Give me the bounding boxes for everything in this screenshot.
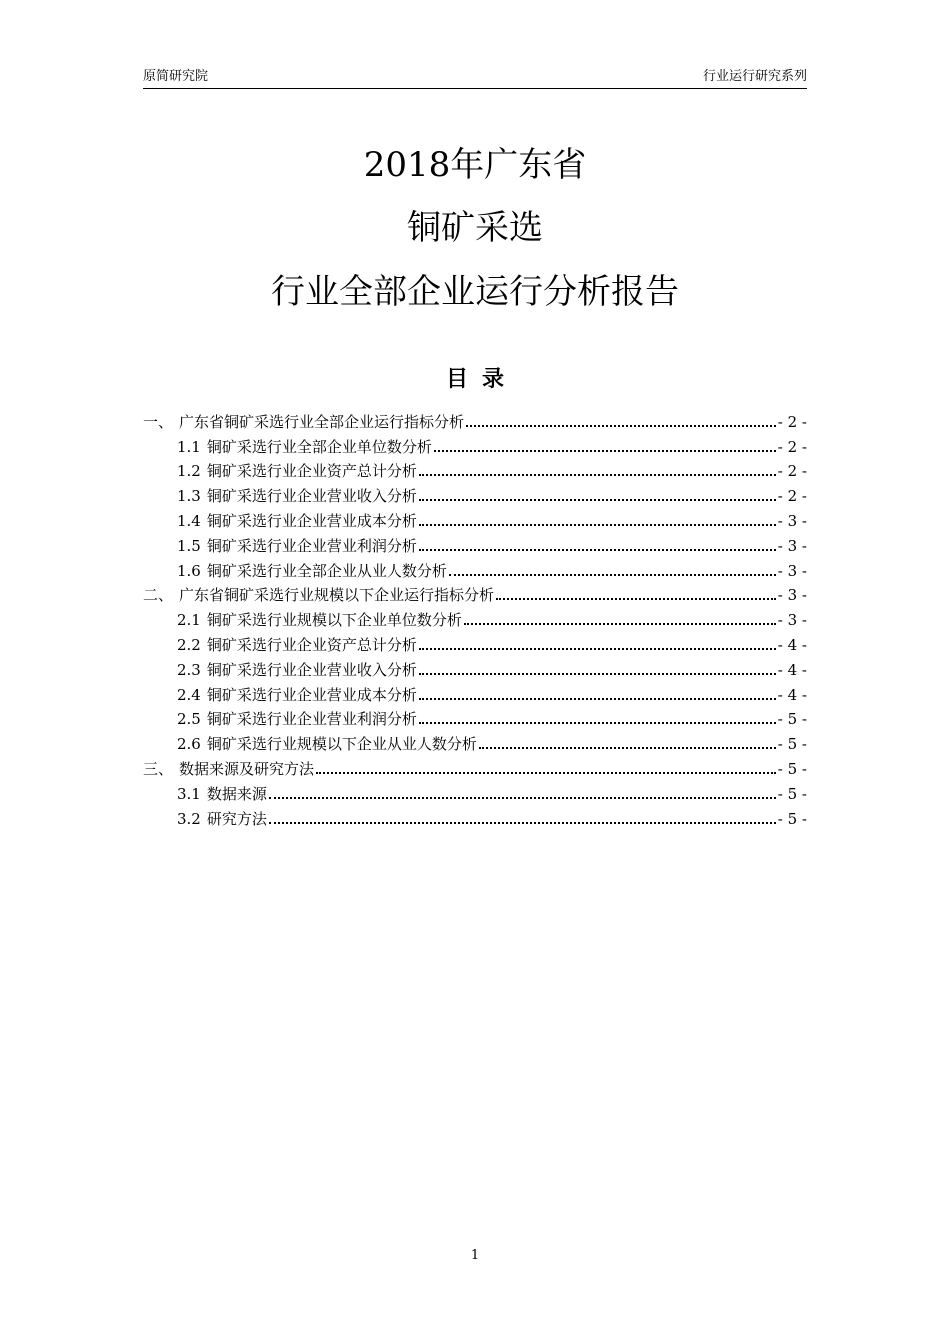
toc-entry-page: - 3 - (777, 511, 807, 530)
toc-entry-page: - 5 - (777, 784, 807, 803)
title-line-1: 2018年广东省 (363, 145, 587, 185)
toc-entry[interactable] (143, 581, 807, 606)
toc-entry-label: 铜矿采选行业企业资产总计分析 (206, 635, 417, 654)
toc-entry-page: - 2 - (777, 487, 807, 506)
toc-entry-number: 2.5 (177, 710, 201, 729)
toc-entry[interactable] (143, 407, 807, 432)
toc-dot-leader (419, 524, 776, 526)
toc-entry-label: 广东省铜矿采选行业全部企业运行指标分析 (179, 412, 465, 431)
toc-entry-page: - 2 - (777, 437, 807, 456)
toc-dot-leader (419, 673, 776, 675)
toc-entry-page: - 2 - (777, 462, 807, 481)
toc-entry-number: 2.6 (177, 735, 201, 754)
toc-entry-page: - 5 - (777, 735, 807, 754)
toc-entry-label: 铜矿采选行业企业资产总计分析 (206, 462, 417, 481)
toc-entry-page: - 3 - (777, 536, 807, 555)
toc-entry[interactable] (143, 457, 807, 482)
toc-entry-number: 1.4 (177, 511, 201, 530)
toc-entry-label: 铜矿采选行业企业营业收入分析 (206, 660, 417, 679)
toc-entry[interactable] (143, 655, 807, 680)
toc-entry-number: 二、 (143, 586, 174, 605)
toc-entry-page: - 5 - (777, 809, 807, 828)
toc-entry-page: - 5 - (777, 759, 807, 778)
table-of-contents (143, 407, 807, 829)
toc-entry-number: 2.1 (177, 611, 201, 630)
toc-entry-label: 广东省铜矿采选行业规模以下企业运行指标分析 (179, 586, 495, 605)
toc-entry-label: 铜矿采选行业全部企业从业人数分析 (206, 561, 447, 580)
toc-entry-page: - 3 - (777, 586, 807, 605)
toc-dot-leader (449, 574, 776, 576)
toc-dot-leader (419, 474, 776, 476)
toc-entry[interactable] (143, 432, 807, 457)
title-line-3: 行业全部企业运行分析报告 (271, 272, 679, 312)
toc-entry-page: - 3 - (777, 611, 807, 630)
toc-entry-number: 2.2 (177, 635, 201, 654)
toc-entry[interactable] (143, 605, 807, 630)
toc-dot-leader (479, 747, 776, 749)
toc-entry-number: 一、 (143, 412, 174, 431)
toc-entry-page: - 4 - (777, 660, 807, 679)
toc-entry-label: 铜矿采选行业全部企业单位数分析 (206, 437, 432, 456)
toc-entry-number: 1.1 (177, 437, 201, 456)
toc-entry-page: - 2 - (777, 412, 807, 431)
toc-entry[interactable] (143, 531, 807, 556)
toc-entry-label: 铜矿采选行业企业营业利润分析 (206, 536, 417, 555)
toc-entry-page: - 4 - (777, 685, 807, 704)
title-line-2: 铜矿采选 (407, 208, 543, 248)
toc-entry-number: 2.3 (177, 660, 201, 679)
toc-entry-number: 1.2 (177, 462, 201, 481)
toc-entry[interactable] (143, 630, 807, 655)
toc-entry-page: - 5 - (777, 710, 807, 729)
toc-entry[interactable] (143, 804, 807, 829)
toc-dot-leader (419, 499, 776, 501)
toc-dot-leader (419, 648, 776, 650)
toc-entry-label: 铜矿采选行业企业营业收入分析 (206, 487, 417, 506)
page-header (143, 68, 807, 89)
toc-dot-leader (434, 450, 776, 452)
toc-entry[interactable] (143, 556, 807, 581)
toc-entry-label: 研究方法 (206, 809, 267, 828)
toc-dot-leader (419, 698, 776, 700)
toc-entry-label: 铜矿采选行业企业营业利润分析 (206, 710, 417, 729)
toc-entry-number: 3.2 (177, 809, 201, 828)
toc-dot-leader (269, 797, 776, 799)
toc-dot-leader (419, 722, 776, 724)
toc-entry-page: - 4 - (777, 635, 807, 654)
toc-entry-label: 铜矿采选行业企业营业成本分析 (206, 511, 417, 530)
toc-entry-number: 1.5 (177, 536, 201, 555)
toc-entry[interactable] (143, 779, 807, 804)
toc-dot-leader (464, 623, 776, 625)
toc-entry-label: 铜矿采选行业规模以下企业单位数分析 (206, 611, 462, 630)
toc-entry[interactable] (143, 754, 807, 779)
toc-entry-number: 3.1 (177, 784, 201, 803)
header-organization: 原简研究院 (143, 69, 209, 84)
toc-dot-leader (466, 425, 776, 427)
toc-entry-number: 1.3 (177, 487, 201, 506)
header-series: 行业运行研究系列 (702, 69, 807, 84)
toc-entry[interactable] (143, 680, 807, 705)
toc-entry[interactable] (143, 506, 807, 531)
toc-dot-leader (419, 549, 776, 551)
toc-entry-page: - 3 - (777, 561, 807, 580)
toc-entry-number: 1.6 (177, 561, 201, 580)
toc-entry-label: 铜矿采选行业规模以下企业从业人数分析 (206, 735, 477, 754)
page-number: 1 (470, 1248, 480, 1263)
toc-entry[interactable] (143, 481, 807, 506)
toc-entry[interactable] (143, 705, 807, 730)
toc-entry-label: 数据来源及研究方法 (179, 759, 315, 778)
toc-entry-number: 2.4 (177, 685, 201, 704)
toc-dot-leader (269, 822, 776, 824)
toc-entry-number: 三、 (143, 759, 174, 778)
toc-entry-label: 数据来源 (206, 784, 267, 803)
toc-entry[interactable] (143, 729, 807, 754)
toc-entry-label: 铜矿采选行业企业营业成本分析 (206, 685, 417, 704)
toc-heading: 目录 (445, 367, 518, 392)
toc-dot-leader (316, 772, 776, 774)
toc-dot-leader (496, 598, 776, 600)
